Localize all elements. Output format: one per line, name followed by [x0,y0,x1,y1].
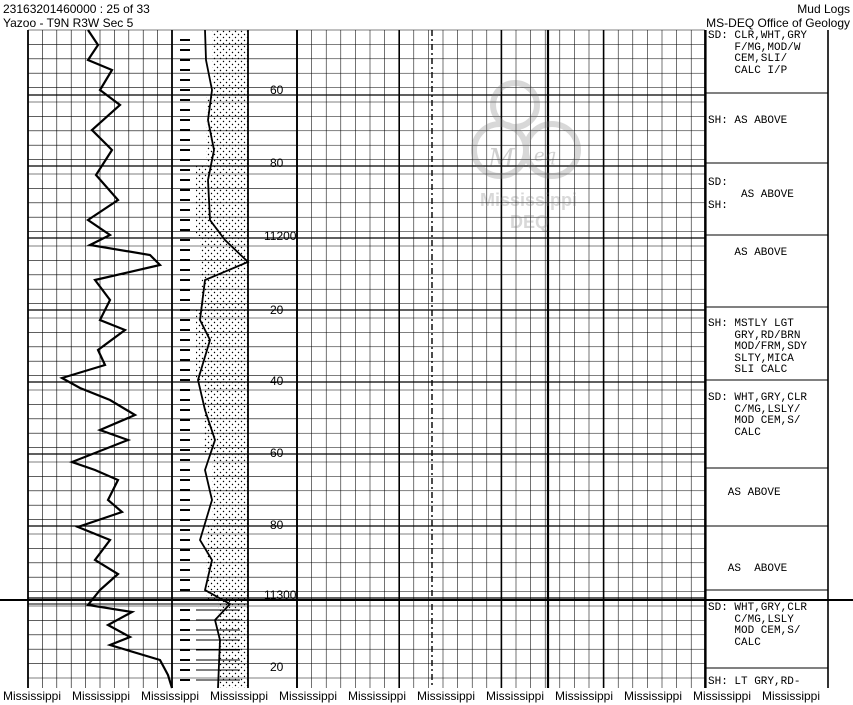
depth-label: 11200 [264,229,297,243]
lithology-note: SH: MSTLY LGT GRY,RD/BRN MOD/FRM,SDY SLTY,MICA SLI CALC [708,318,808,376]
footer-text: Mississippi [348,689,407,703]
footer-text: Mississippi [555,689,614,703]
watermark-line-1: Mississippi [480,190,578,210]
footer-text: Mississippi [72,689,131,703]
lithology-note: SD: WHT,GRY,CLR C/MG,LSLY MOD CEM,S/ CALC [708,602,808,649]
lithology-note: SH: AS ABOVE [708,115,788,127]
document-id: 23163201460000 : 25 of 33 [3,2,150,16]
depth-label: 60 [270,446,284,460]
watermark-line-2: DEQ [510,212,550,232]
sand-fill [204,382,248,454]
depth-label: 80 [270,518,284,532]
lithology-note: AS ABOVE [708,247,788,259]
lithology-note: SD: WHT,GRY,CLR C/MG,LSLY/ MOD CEM,S/ CALC [708,392,808,439]
svg-text:M: M [488,144,515,174]
depth-label: 11300 [264,588,297,602]
sand-fill [196,166,248,236]
footer-text: Mississippi [486,689,545,703]
sand-fill [196,310,248,382]
lithology-note: AS ABOVE [708,563,788,575]
footer-text: Mississippi [693,689,752,703]
sand-fill [206,526,248,600]
depth-label: 40 [270,374,284,388]
depth-label: 60 [270,83,284,97]
lithology-note: AS ABOVE [708,487,781,499]
footer-text: Mississippi [624,689,683,703]
footer-text: Mississippi [279,689,338,703]
footer-text: Mississippi [141,689,200,703]
lithology-note: SH: LT GRY,RD- [708,676,801,688]
mississippi-deq-watermark [470,75,600,240]
svg-text:eq: eq [534,145,557,166]
document-type: Mud Logs [797,2,850,16]
lithology-note: SD: AS ABOVE SH: [708,177,794,212]
footer-strip [0,688,853,705]
depth-label: 80 [270,156,284,170]
footer-text: Mississippi [210,689,269,703]
location-label: Yazoo - T9N R3W Sec 5 [3,16,134,30]
agency-label: MS-DEQ Office of Geology [706,16,850,30]
sand-fill [212,30,248,96]
footer-text: Mississippi [3,689,62,703]
lithology-note: SD: CLR,WHT,GRY F/MG,MOD/W CEM,SLI/ CALC I/P [708,30,808,77]
sand-fill [212,454,248,526]
footer-text: Mississippi [762,689,821,703]
footer-text: Mississippi [417,689,476,703]
depth-label: 20 [270,303,284,317]
depth-label: 20 [270,660,284,674]
rop-curve [62,30,172,688]
